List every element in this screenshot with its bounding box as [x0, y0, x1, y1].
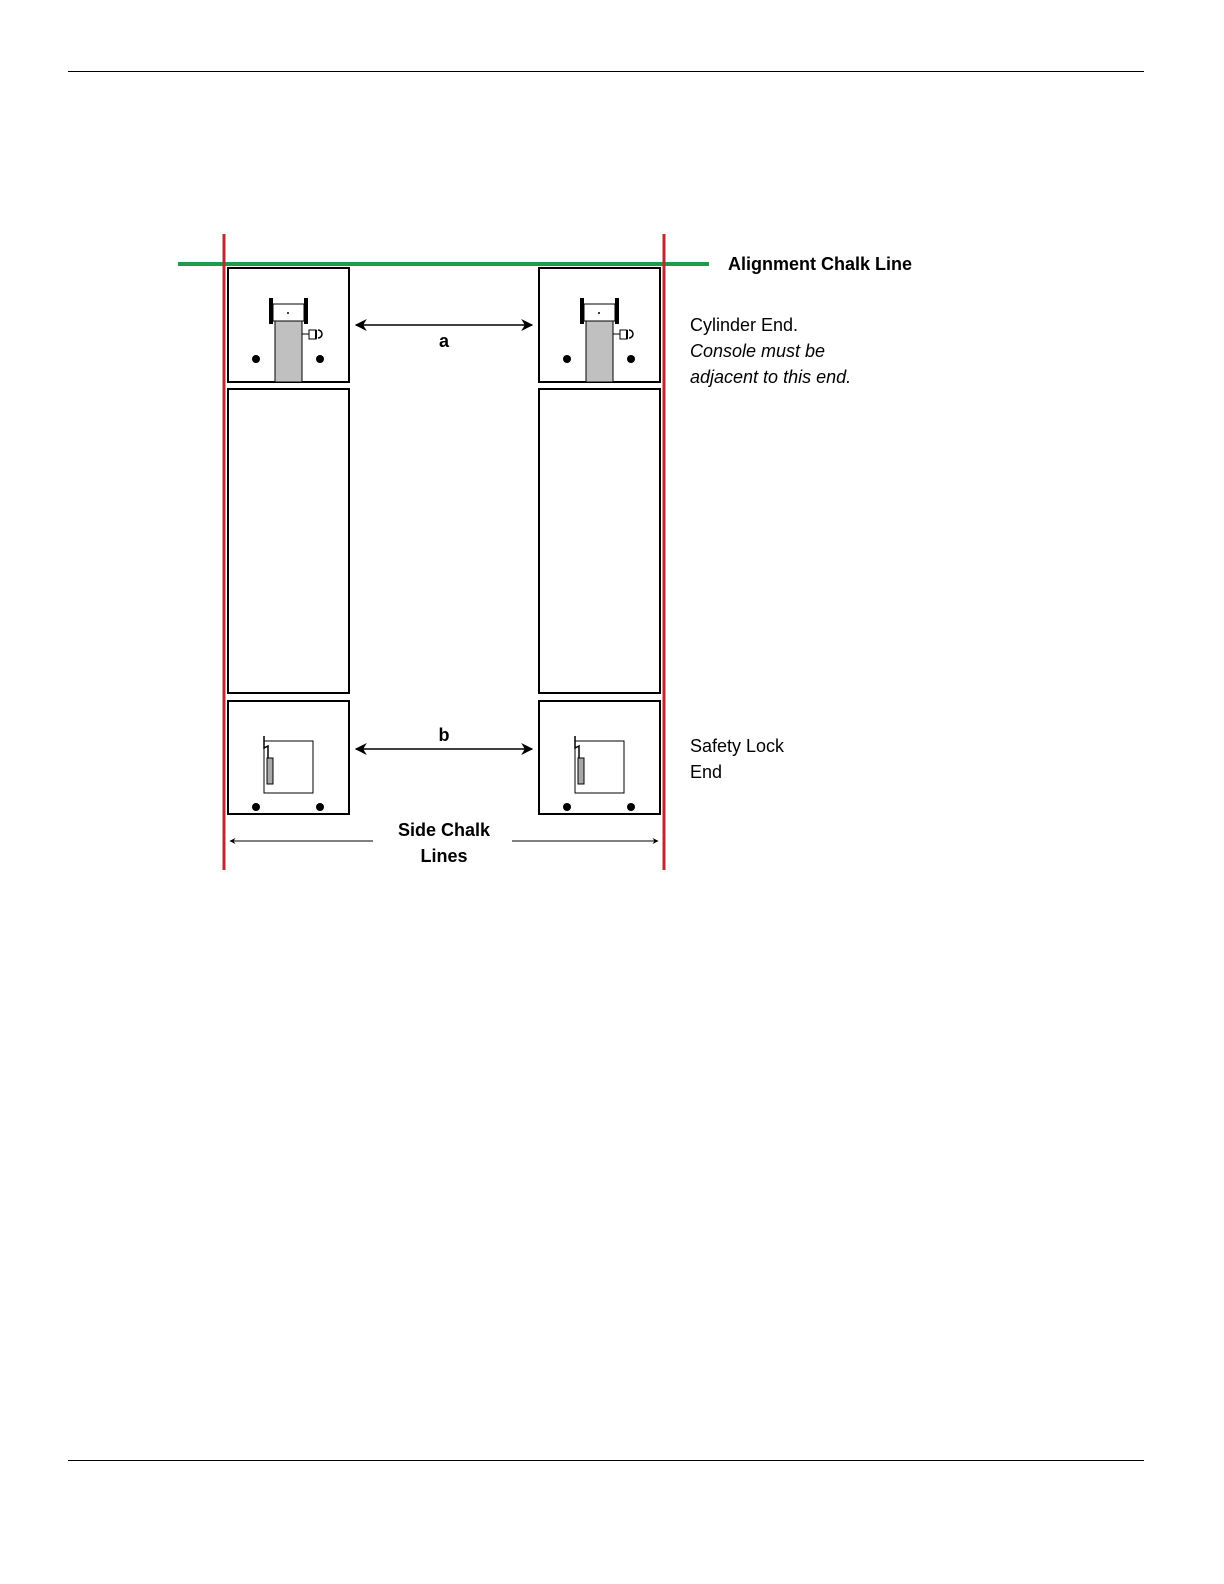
right-runway [539, 268, 660, 814]
right-anchor-bolt [627, 355, 635, 363]
left-anchor-bolt [252, 355, 260, 363]
side-chalk-lines-label-line1: Side Chalk [397, 820, 491, 840]
safety-lock-end-label-line2: End [690, 762, 723, 782]
left-anchor-bolt [252, 803, 260, 811]
cylinder-end-note-line1: Console must be [690, 341, 826, 361]
cylinder-end-note-line2: adjacent to this end. [690, 367, 852, 387]
right-safety-lock-icon [575, 736, 624, 793]
dimension-b-label: b [438, 725, 450, 745]
cylinder-end-label: Cylinder End. [690, 315, 799, 335]
right-anchor-bolt [627, 803, 635, 811]
left-runway-body [228, 389, 349, 693]
alignment-chalk-line-label: Alignment Chalk Line [728, 254, 913, 274]
right-anchor-bolt [563, 355, 571, 363]
left-anchor-bolt [316, 803, 324, 811]
dimension-a-label: a [438, 331, 449, 351]
right-anchor-bolt [563, 803, 571, 811]
side-chalk-lines-label-line2: Lines [420, 846, 468, 866]
left-anchor-bolt [316, 355, 324, 363]
left-runway [228, 268, 349, 814]
left-safety-lock-icon [264, 736, 313, 793]
right-runway-body [539, 389, 660, 693]
safety-lock-end-label-line1: Safety Lock [690, 736, 785, 756]
